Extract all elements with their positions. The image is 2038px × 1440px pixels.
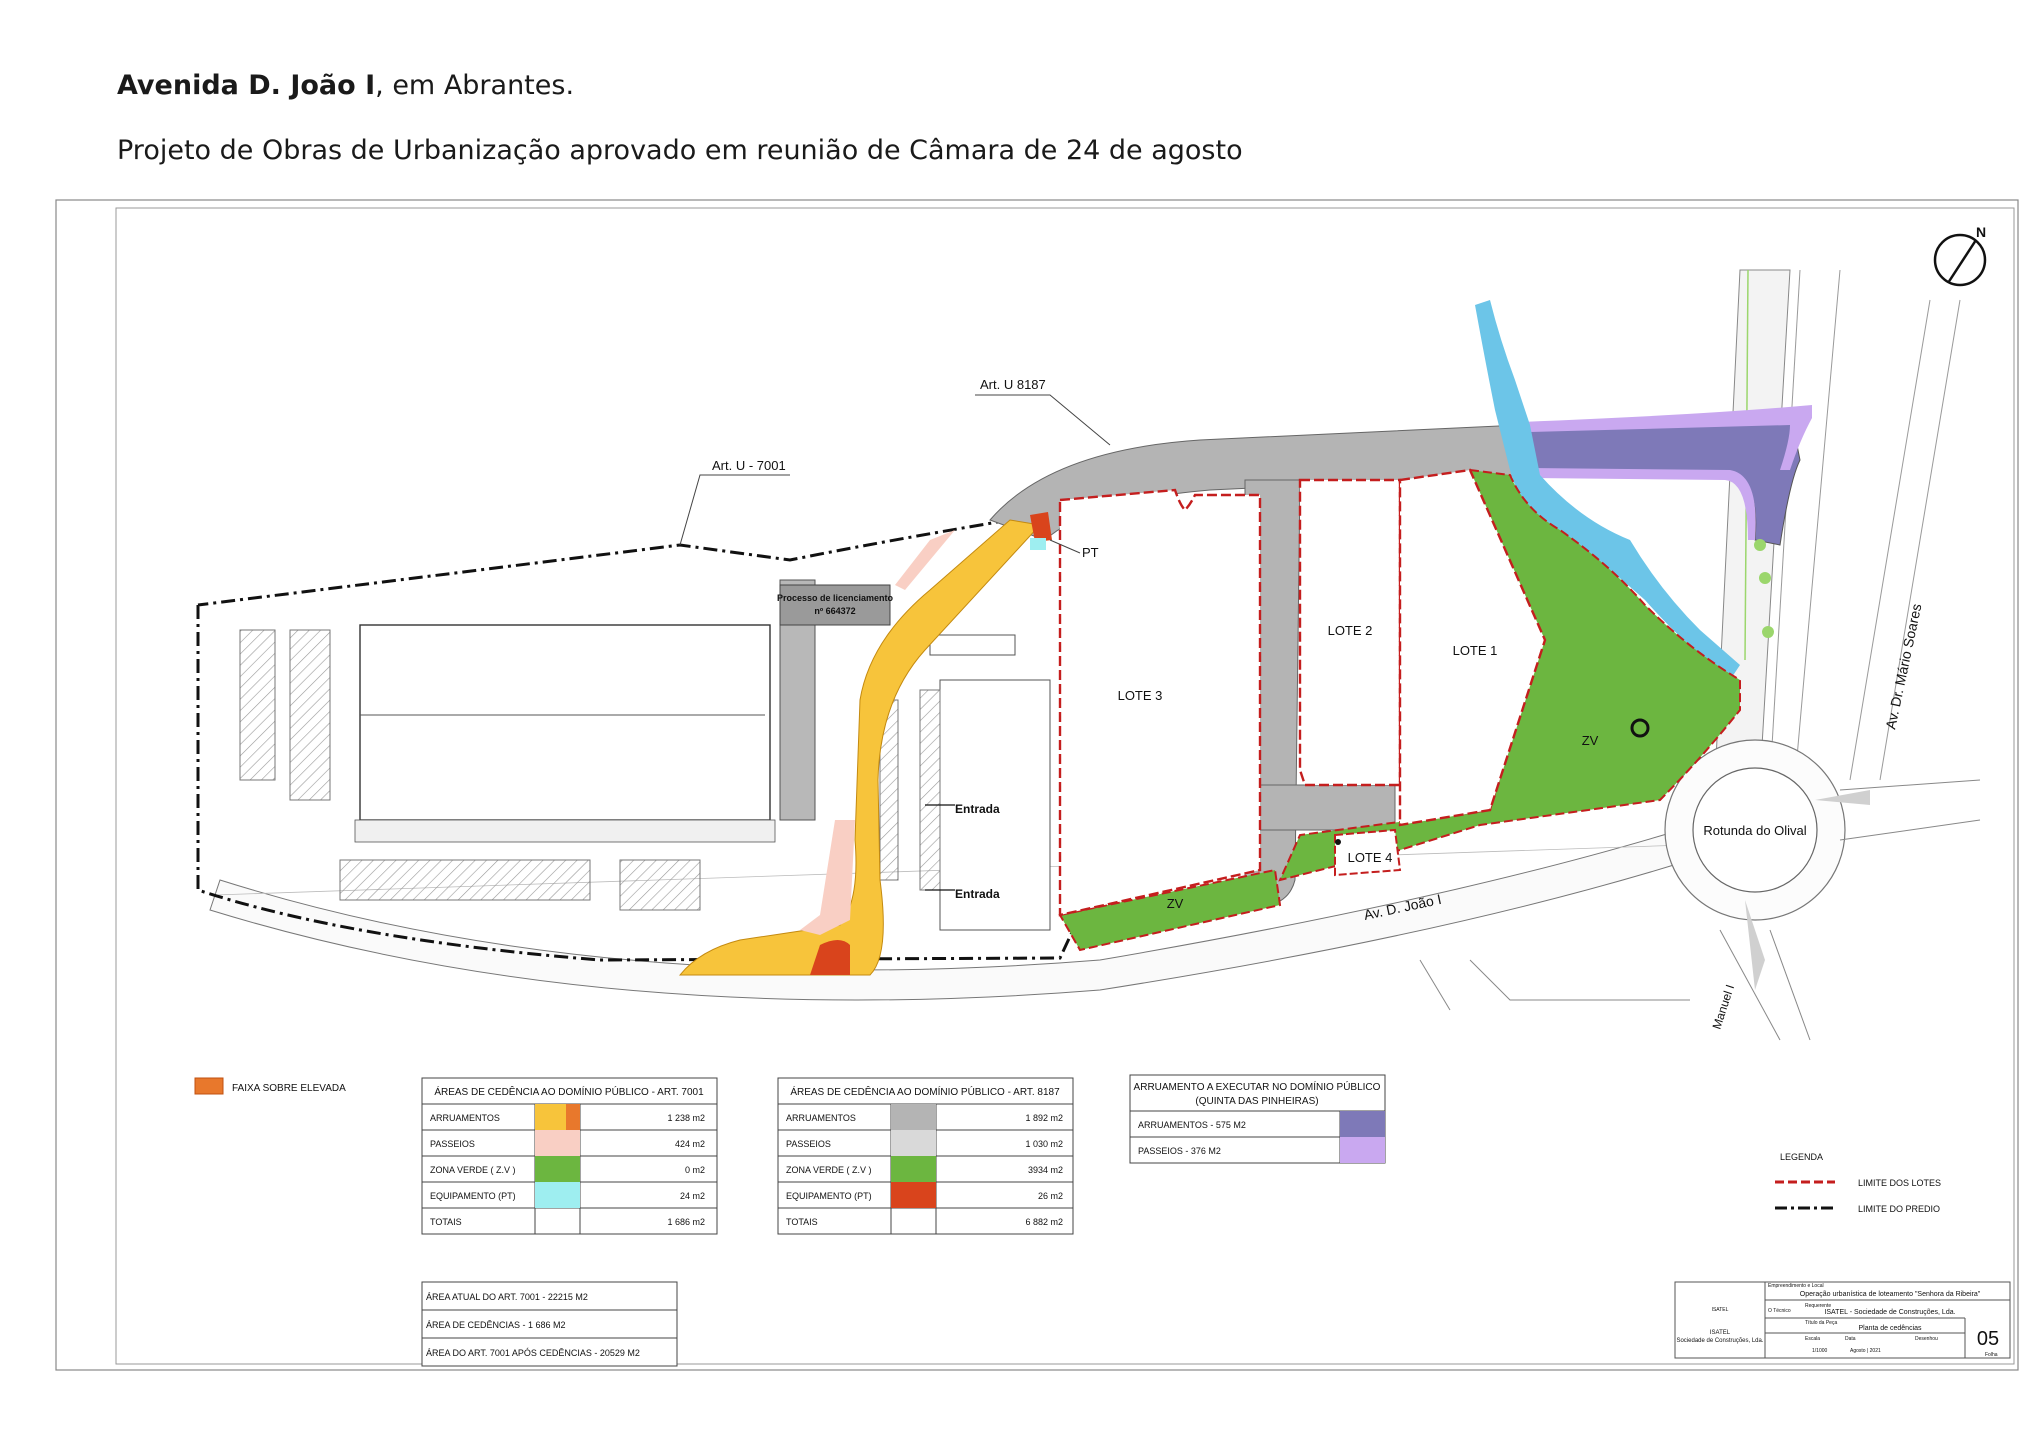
entrada-label-2: Entrada — [955, 887, 1000, 901]
manuel-street-label: Manuel I — [1709, 982, 1738, 1031]
tb-data-label: Data — [1845, 1336, 1856, 1342]
lote-2-label: LOTE 2 — [1327, 623, 1373, 638]
table-8187 — [778, 1078, 1073, 1234]
table-7001-row-value: 1 686 m2 — [667, 1217, 705, 1227]
table-8187-row-label: TOTAIS — [786, 1217, 818, 1227]
entrada-label-1: Entrada — [955, 802, 1000, 816]
table-7001-row-label: TOTAIS — [430, 1217, 462, 1227]
table-dp-row-label: PASSEIOS - 376 M2 — [1138, 1146, 1221, 1156]
tb-folha-label: Folha — [1985, 1352, 1998, 1358]
tb-logo: ISATEL — [1711, 1307, 1729, 1313]
table-8187-row-label: PASSEIOS — [786, 1139, 831, 1149]
faixa-swatch — [195, 1078, 223, 1094]
table-7001-row-value: 24 m2 — [679, 1191, 705, 1201]
table-8187-row-label: EQUIPAMENTO (PT) — [786, 1191, 872, 1201]
tb-empreendimento-label: Empreendimento e Local — [1768, 1283, 1824, 1289]
table-8187-row-value: 6 882 m2 — [1025, 1217, 1063, 1227]
table-7001-row-label: ZONA VERDE ( Z.V ) — [430, 1165, 516, 1175]
proc-line1: Processo de licenciamento — [776, 593, 894, 603]
tb-data: Agosto | 2021 — [1850, 1348, 1881, 1354]
rotunda-label: Rotunda do Olival — [1703, 823, 1807, 838]
art-u-8187-label: Art. U 8187 — [980, 377, 1046, 392]
areas-line1: ÁREA ATUAL DO ART. 7001 - 22215 M2 — [426, 1292, 588, 1302]
zv-east-label: ZV — [1581, 733, 1599, 748]
pt-equipment-7001 — [1030, 538, 1046, 550]
pt-label: PT — [1082, 545, 1099, 560]
table-8187-row-label: ZONA VERDE ( Z.V ) — [786, 1165, 872, 1175]
zv-south-label: ZV — [1166, 896, 1184, 911]
lote-3-label: LOTE 3 — [1117, 688, 1163, 703]
av-joao-label: Av. D. João I — [1362, 890, 1443, 923]
art-u-7001-label: Art. U - 7001 — [712, 458, 786, 473]
tb-operacao: Operação urbanística de loteamento "Senhora da Ribeira" — [1799, 1291, 1981, 1298]
av-mario-label: Av. Dr. Mário Soares — [1882, 602, 1925, 731]
table-dominio-publico — [1130, 1075, 1385, 1163]
table-7001-row-value: 424 m2 — [674, 1139, 705, 1149]
tb-requerente-label: Requerente — [1805, 1303, 1832, 1309]
north-label: N — [1976, 224, 1987, 240]
table-8187-row-value: 1 892 m2 — [1025, 1113, 1063, 1123]
table-8187-row-value: 26 m2 — [1037, 1191, 1063, 1201]
faixa-label: FAIXA SOBRE ELEVADA — [232, 1083, 346, 1094]
table-dp-title-line1: ARRUAMENTO A EXECUTAR NO DOMÍNIO PÚBLICO — [1133, 1082, 1381, 1093]
tb-tecnico-label: O Técnico — [1768, 1308, 1791, 1314]
table-8187-row-value: 1 030 m2 — [1025, 1139, 1063, 1149]
arruamentos-8187-lote4-access — [1245, 785, 1395, 830]
table-8187-title: ÁREAS DE CEDÊNCIA AO DOMÍNIO PÚBLICO - ART. 8187 — [790, 1087, 1060, 1098]
table-8187-row-label: ARRUAMENTOS — [786, 1113, 856, 1123]
tb-company-line1: ISATEL — [1709, 1330, 1731, 1336]
table-8187-row-value: 3934 m2 — [1027, 1165, 1063, 1175]
north-arrow-icon — [1935, 224, 1986, 285]
tb-desenho-label: Desenhou — [1915, 1336, 1938, 1342]
tb-escala-label: Escala — [1805, 1336, 1821, 1342]
legend-limite-predio: LIMITE DO PREDIO — [1858, 1204, 1941, 1214]
lote-4-label: LOTE 4 — [1347, 850, 1393, 865]
tb-peca-label: Título da Peça — [1805, 1320, 1838, 1326]
title-block — [1675, 1282, 2010, 1358]
passeios-7001 — [800, 820, 855, 935]
tb-sheet-number: 05 — [1976, 1328, 2000, 1350]
areas-line2: ÁREA DE CEDÊNCIAS - 1 686 M2 — [426, 1320, 566, 1330]
street-suffix: , em Abrantes. — [375, 70, 575, 101]
table-7001-row-label: PASSEIOS — [430, 1139, 475, 1149]
lote-1-label: LOTE 1 — [1452, 643, 1498, 658]
table-7001-row-label: EQUIPAMENTO (PT) — [430, 1191, 516, 1201]
table-dp-title-line2: (QUINTA DAS PINHEIRAS) — [1195, 1096, 1319, 1107]
page-subtitle: Projeto de Obras de Urbanização aprovado em reunião de Câmara de 24 de agosto — [117, 135, 1243, 166]
legend-title: LEGENDA — [1780, 1152, 1824, 1162]
tb-requerente: ISATEL - Sociedade de Construções, Lda. — [1824, 1309, 1956, 1316]
rotunda-olival — [1665, 740, 1980, 1040]
table-7001 — [422, 1078, 717, 1234]
table-7001-row-label: ARRUAMENTOS — [430, 1113, 500, 1123]
legend-limite-lotes: LIMITE DOS LOTES — [1858, 1178, 1942, 1188]
tb-peca: Planta de cedências — [1858, 1325, 1922, 1332]
table-7001-row-value: 0 m2 — [684, 1165, 705, 1175]
table-7001-row-value: 1 238 m2 — [667, 1113, 705, 1123]
areas-line3: ÁREA DO ART. 7001 APÓS CEDÊNCIAS - 20529 M2 — [426, 1348, 640, 1358]
street-name: Avenida D. João I — [117, 70, 376, 101]
legend — [1775, 1152, 1941, 1214]
tb-company-line2: Sociedade de Construções, Lda. — [1676, 1338, 1764, 1344]
table-7001-title: ÁREAS DE CEDÊNCIA AO DOMÍNIO PÚBLICO - ART. 7001 — [434, 1087, 704, 1098]
table-dp-row-label: ARRUAMENTOS - 575 M2 — [1138, 1120, 1246, 1130]
processo-licenciamento-box — [777, 585, 894, 625]
tb-escala: 1/1000 — [1812, 1348, 1828, 1354]
areas-summary-box — [422, 1282, 677, 1366]
proc-line2: nº 664372 — [814, 606, 856, 616]
